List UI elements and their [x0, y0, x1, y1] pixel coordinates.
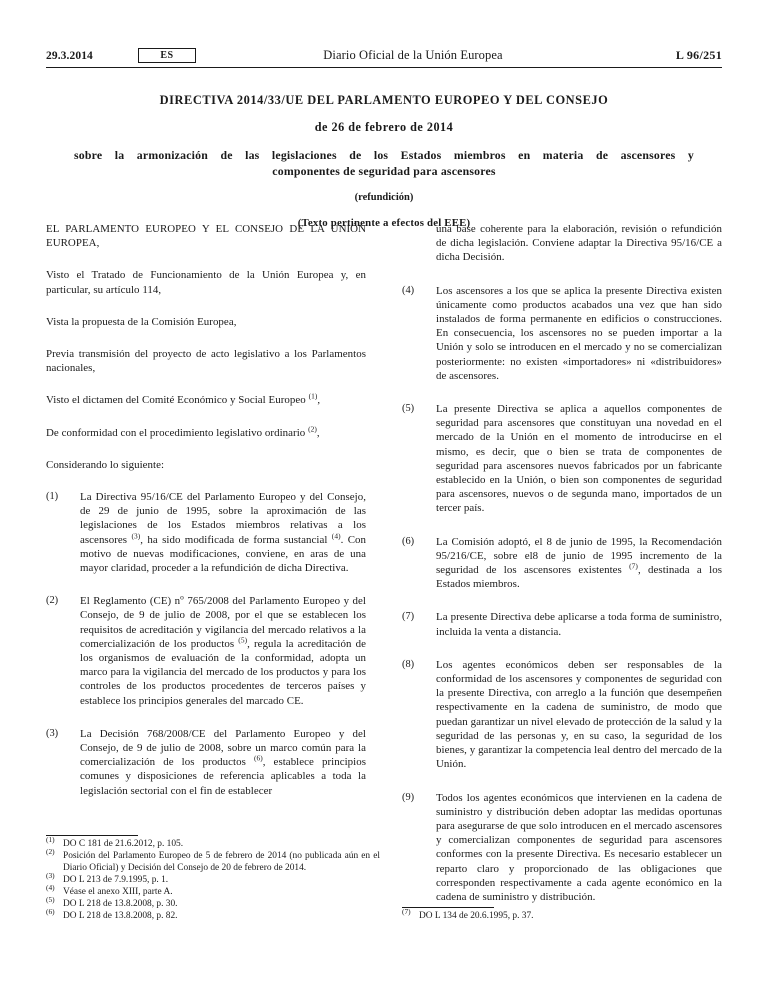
recital-number: (9) [402, 791, 415, 803]
preamble-paragraph: EL PARLAMENTO EUROPEO Y EL CONSEJO DE LA UNIÓN EUROPEA, [46, 223, 366, 250]
journal-title: Diario Oficial de la Unión Europea [323, 48, 503, 62]
preamble-paragraph: Visto el Tratado de Funcionamiento de la Unión Europea y, en particular, su artículo 114, [46, 269, 366, 296]
preamble-paragraph: Vista la propuesta de la Comisión Europea, [46, 315, 237, 328]
footnote-text: DO L 218 de 13.8.2008, p. 30. [63, 898, 178, 909]
recital [402, 791, 722, 905]
recital [46, 490, 366, 575]
masthead-row [46, 48, 722, 63]
recital-number: (6) [402, 535, 415, 547]
preamble-paragraph: Visto el dictamen del Comité Económico y Social Europeo $^{(1)}$, [46, 391, 321, 407]
preamble-paragraph: Considerando lo siguiente: [46, 458, 165, 471]
act-subject [46, 148, 722, 179]
recital [402, 284, 722, 383]
act-subject-line-1: sobre la armonización de las legislaciones de los Estados miembros en materia de ascensores y [74, 148, 694, 162]
footnote-mark: (2) [46, 846, 55, 856]
recital [46, 727, 366, 798]
act-title: DIRECTIVA 2014/33/UE DEL PARLAMENTO EUROPEO Y DEL CONSEJO [159, 93, 609, 107]
act-recast-note: (refundición) [354, 192, 414, 203]
recital-number: (3) [46, 727, 59, 739]
body-columns [46, 222, 722, 923]
recital-text: El Reglamento (CE) $n^o$ 765/2008 del Parlamento Europeo y del Consejo, de 9 de julio de 2008, por el que se establecen los requisitos de acreditación y vigilancia del mercado relativos a la comercialización de los productos $^{(5)}$, regula la acreditación de los organismos de evaluación de la conformidad, adopta un marco para la vigilancia del mercado de los productos y para los controles de los productos procedentes de terceros países y establece los principios generales del marcado CE. [80, 592, 366, 707]
recital-text: La Directiva 95/16/CE del Parlamento Europeo y del Consejo, de 29 de junio de 1995, sobre la aproximación de las legislaciones de los Estados miembros relativas a los ascensores $^{(3)}$, ha sido modificada de forma sustancial $^{(4)}$. Con motivo de nuevas modificaciones, conviene, en aras de una mayor claridad, proceder a la refundición de dicha Directiva. [80, 491, 367, 575]
act-eea-note: (Texto pertinente a efectos del EEE) [297, 217, 471, 229]
footnote-mark: (1) [46, 834, 55, 844]
language-code-box: ES [138, 48, 196, 63]
footnote [46, 906, 380, 923]
recital-text: La Decisión 768/2008/CE del Parlamento Europeo y del Consejo, de 9 de julio de 2008, sobre un marco común para la comercialización de los productos $^{(6)}$, establece principios comunes y disposiciones de referencia aplicables a toda la legislación sectorial con el fin de establecer [80, 727, 367, 797]
footnote-text: Posición del Parlamento Europeo de 5 de febrero de 2014 (no publicada aún en el Diario Oficial) y Decisión del Consejo de 20 de febrero de 2014. [63, 851, 380, 873]
recital [402, 535, 722, 592]
recital-number: (7) [402, 611, 415, 623]
footnote [46, 834, 380, 851]
recital-number: (8) [402, 658, 415, 670]
footnote-mark: (5) [46, 894, 55, 904]
footnote-mark: (3) [46, 870, 55, 880]
recital-text: Los agentes económicos deben ser responsables de la conformidad de los ascensores y componentes de seguridad con la presente Directiva, con arreglo a la función que desempeñen respectivamente en la cadena de suministro, de modo que puedan garantizar un nivel elevado de protección de la salud y la seguridad de las personas y, en su caso, la seguridad de los bienes, y garantizar la competencia leal dentro del mercado de la Unión. [436, 658, 722, 771]
recital-number: (4) [402, 284, 415, 296]
recital-number: (5) [402, 403, 415, 415]
footnote-text: DO L 134 de 20.6.1995, p. 37. [419, 911, 534, 922]
recital-text: La presente Directiva debe aplicarse a toda forma de suministro, incluida la venta a distancia. [436, 611, 722, 638]
masthead-rule [46, 67, 722, 68]
recital-continuation-text: una base coherente para la elaboración, revisión o refundición de dicha legislación. Conviene adaptar la Directiva 95/16/CE a dicha Decisión. [436, 223, 722, 264]
footnote-mark: (4) [46, 882, 55, 892]
footnote [46, 846, 380, 874]
recital-number: (1) [46, 491, 59, 503]
right-column [402, 222, 722, 923]
footnote-text: DO C 181 de 21.6.2012, p. 105. [63, 838, 184, 849]
page-masthead [46, 48, 722, 70]
footnote [46, 894, 380, 911]
preamble-paragraph: Previa transmisión del proyecto de acto legislativo a los Parlamentos nacionales, [46, 348, 366, 375]
publication-date: 29.3.2014 [46, 49, 93, 62]
recital-continuation [402, 222, 722, 265]
footnote [46, 882, 380, 899]
journal-reference: L 96/251 [675, 48, 722, 62]
recital [402, 658, 722, 772]
footnote-separator [402, 907, 494, 908]
recital [402, 402, 722, 516]
footnote-text: DO L 213 de 7.9.1995, p. 1. [63, 874, 169, 885]
act-heading [46, 92, 722, 229]
footnote-mark: (6) [46, 906, 55, 916]
recital-text: La Comisión adoptó, el 8 de junio de 1995, la Recomendación 95/216/CE, sobre el8 de junio de 1995 incremento de la seguridad de los ascensores existentes $^{(7)}$, destinada a los Estados miembros. [436, 535, 722, 591]
recital-text: La presente Directiva se aplica a aquellos componentes de seguridad para ascensores que constituyan una novedad en el mercado de la Unión en el momento de introducirse en el mismo, es decir, que o bien se trata de componentes de seguridad para ascensores nuevos fabricados por un fabricante establecido en la Unión, o bien son componentes de seguridad para ascensores, nuevos o de segunda mano, importados de un tercer país. [436, 403, 722, 515]
footnote-separator [46, 835, 138, 836]
preamble-paragraph: De conformidad con el procedimiento legislativo ordinario $^{(2)}$, [46, 424, 320, 439]
recital-text: Todos los agentes económicos que intervienen en la cadena de suministro y distribución deben adoptar las medidas oportunas para asegurarse de que solo introducen en el mercado ascensores y comercializan componentes de seguridad para ascensores conformes con la presente Directiva. Es necesario establecer un reparto claro y proporcionado de las obligaciones que corresponden respectivamente a cada agente económico en la cadena de suministro y distribución. [436, 791, 722, 903]
recital [402, 610, 722, 638]
right-footnotes [402, 907, 736, 923]
footnote-mark: (7) [402, 906, 411, 916]
recital-number: (2) [46, 595, 59, 607]
left-column [46, 222, 380, 923]
footnote [46, 870, 380, 887]
act-date: de 26 de febrero de 2014 [314, 120, 454, 134]
recital [46, 594, 366, 708]
left-footnotes [46, 835, 380, 923]
act-subject-line-2: componentes de seguridad para ascensores [272, 163, 496, 178]
footnote-text: DO L 218 de 13.8.2008, p. 82. [63, 911, 178, 922]
footnote [402, 906, 736, 923]
recital-text: Los ascensores a los que se aplica la presente Directiva existen únicamente como productos acabados una vez que han sido instalados de forma permanente en edificios o construcciones. En consecuencia, los ascensores no se pueden importar a la Unión y solo se introducen en el mercado y no se comercializan posteriormente: no existen «importadores» ni «distribuidores» de ascensores. [436, 284, 722, 382]
footnote-text: Véase el anexo XIII, parte A. [63, 886, 173, 897]
